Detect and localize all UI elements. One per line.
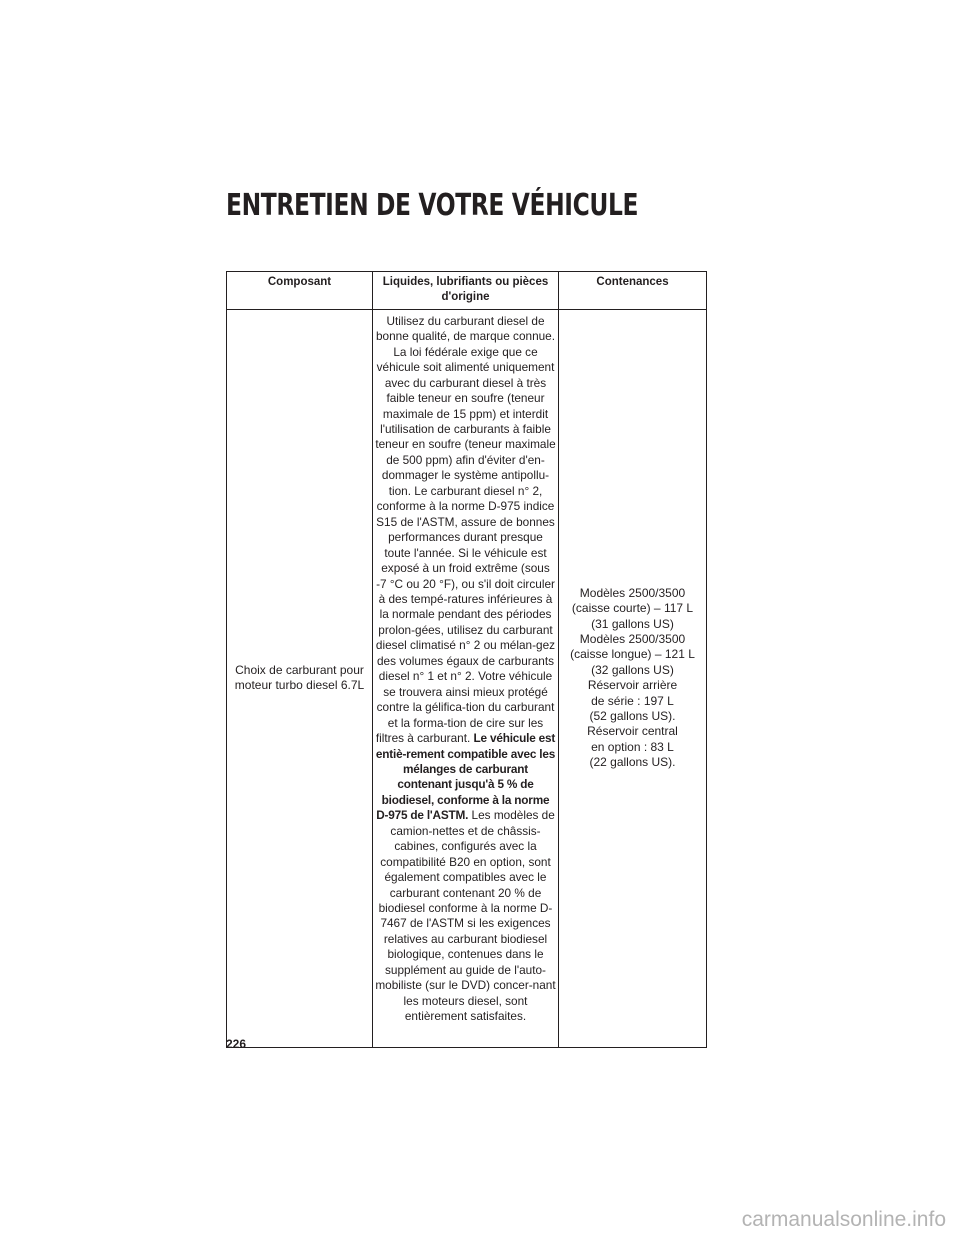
cell-fluid [373,309,559,1047]
fluid-text-bold: Le véhicule est entiè-rement compatible avec les mélanges de carburant contenant jusqu'à 5 % de biodiesel, conforme à la norme D-975 de l'ASTM. [375,731,556,823]
fluid-capacity-table [226,271,707,1048]
capacity-line: (caisse longue) – 121 L [570,647,695,662]
capacity-line: (22 gallons US). [589,755,676,770]
page-title: ENTRETIEN DE VOTRE VÉHICULE [226,188,639,223]
capacity-line: en option : 83 L [591,739,674,754]
capacity-line: Réservoir central [587,724,678,739]
fluid-text-regular: Utilisez du carburant diesel de bonne qualité, de marque connue. La loi fédérale exige que ce véhicule soit alimenté uniquement avec du carburant diesel à très faible teneur en soufre (teneur maximale de 15 ppm) et interdit l'utilisation de carburants à faible teneur en soufre (teneur maximale de 500 ppm) afin d'éviter d'en-dommager le système antipollu-tion. Le carburant diesel n° 2, conforme à la norme D-975 indice S15 de l'ASTM, assure de bonnes performances durant presque toute l'année. Si le véhicule est exposé à un froid extrême (sous -7 °C ou 20 °F), ou s'il doit circuler à des tempé-ratures inférieures à la normale pendant des périodes prolon-gées, utilisez du carburant diesel climatisé n° 2 ou mélan-gez des volumes égaux de carburants diesel n° 1 et n° 2. Votre véhicule se trouvera ainsi mieux protégé contre la gélifica-tion du carburant et la forma-tion de cire sur les filtres à carburant. [375,313,556,746]
capacity-line: Modèles 2500/3500 [579,632,686,647]
table-row [227,309,707,1047]
watermark: carmanualsonline.info [741,1208,946,1231]
cell-capacity [559,309,707,1047]
page-number: 226 [226,1037,247,1051]
capacity-line: (caisse courte) – 117 L [571,601,694,616]
capacity-line: (52 gallons US). [589,709,676,724]
header-fluid: Liquides, lubrifiants ou pièces d'origine [373,272,559,310]
header-component: Composant [227,272,373,310]
header-capacity: Contenances [559,272,707,310]
capacity-line: (31 gallons US) [591,616,674,631]
capacity-line: Modèles 2500/3500 [579,585,686,600]
capacity-line: de série : 197 L [591,693,674,708]
capacity-line: Réservoir arrière [587,678,678,693]
cell-component: Choix de carburant pour moteur turbo diesel 6.7L [227,309,373,1047]
fluid-text-regular-2: Les modèles de camion-nettes et de châssis-cabines, configurés avec la compatibilité B20 en option, sont également compatibles avec le carburant contenant 20 % de biodiesel conforme à la norme D-7467 de l'ASTM si les exigences relatives au carburant biodiesel biologique, contenues dans le supplément au guide de l'auto-mobiliste (sur le DVD) concer-nant les moteurs diesel, sont entièrement satisfaites. [375,808,556,1024]
table-header-row [227,272,707,310]
capacity-line: (32 gallons US) [591,662,674,677]
